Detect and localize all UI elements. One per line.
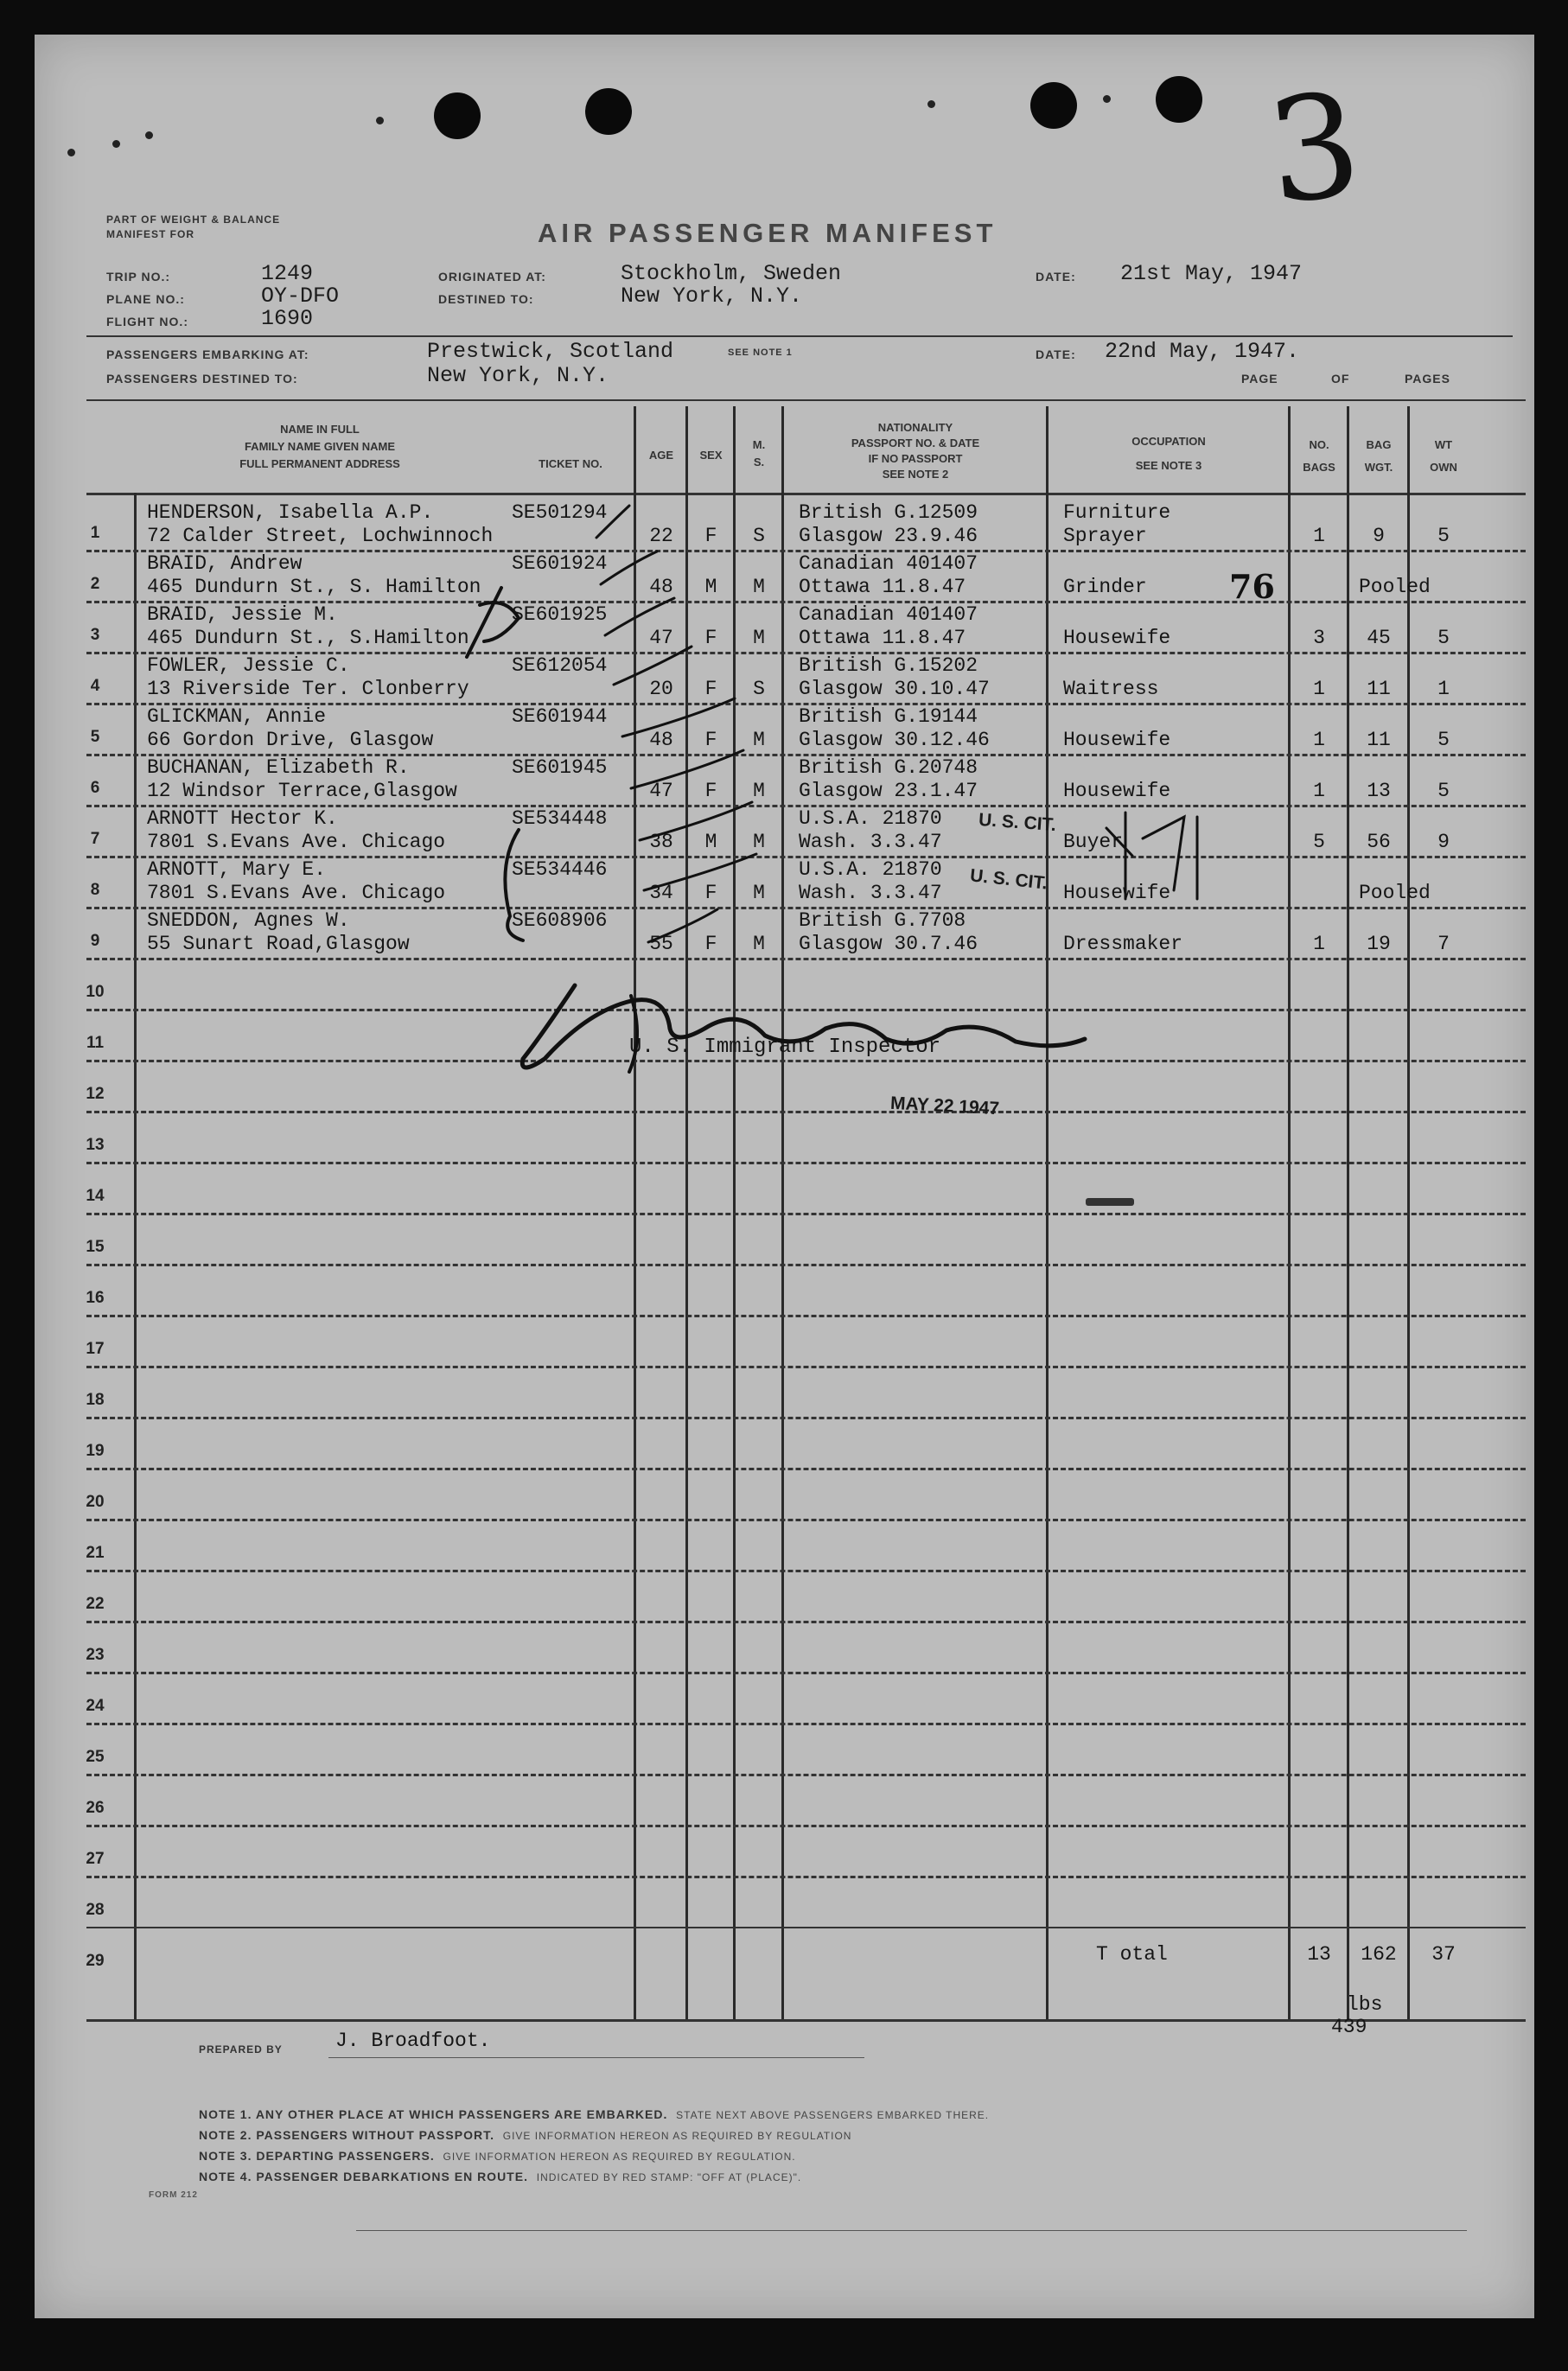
marital-status: M: [753, 576, 765, 598]
sex: F: [704, 882, 717, 904]
bag-weight: Pooled: [1359, 882, 1431, 904]
bag-weight: 56: [1367, 831, 1391, 853]
table-bottom-rule: [86, 2019, 1526, 2022]
passenger-address: 72 Calder Street, Lochwinnoch: [147, 525, 494, 547]
ticket-no: SE601924: [512, 552, 608, 575]
check-mark: [622, 698, 735, 736]
bag-count: 1: [1313, 729, 1325, 751]
total-bags: 13: [1307, 1943, 1331, 1966]
row-number: 1: [90, 524, 100, 542]
ticket-no: SE601945: [512, 756, 608, 779]
col-bagwgt-header-2: WGT.: [1364, 461, 1393, 474]
row-number: 7: [90, 830, 100, 848]
check-mark: [631, 750, 743, 788]
bag-weight: 19: [1367, 933, 1391, 955]
col-nat-header-4: SEE NOTE 2: [882, 468, 949, 481]
flight-no-label: FLIGHT NO.:: [106, 315, 188, 328]
sex: F: [704, 933, 717, 955]
us-citizen-stamp: U. S. CIT.: [969, 865, 1049, 894]
occupation: Housewife: [1063, 882, 1171, 904]
pages-label: PAGES: [1405, 372, 1450, 386]
form-number: FORM 212: [149, 2190, 198, 2200]
row-number: 17: [86, 1340, 105, 1358]
bag-count: 3: [1313, 627, 1325, 649]
date-label: DATE:: [1036, 270, 1076, 284]
passenger-address: 12 Windsor Terrace,Glasgow: [147, 780, 457, 802]
age: 48: [649, 576, 673, 598]
nationality: Canadian 401407: [799, 603, 978, 626]
manifest-for-label: MANIFEST FOR: [106, 228, 194, 240]
passenger-name: FOWLER, Jessie C.: [147, 654, 350, 677]
prepared-by-rule: [328, 2057, 864, 2058]
row-number: 4: [90, 677, 100, 695]
col-nat-header-1: NATIONALITY: [877, 421, 953, 434]
prepared-by-label: PREPARED BY: [199, 2043, 283, 2056]
signature-ink: [629, 996, 637, 1072]
date-value: 21st May, 1947: [1120, 261, 1303, 286]
marital-status: M: [753, 729, 765, 751]
occupation: Housewife: [1063, 780, 1171, 802]
nationality: Canadian 401407: [799, 552, 978, 575]
col-occ-header-2: SEE NOTE 3: [1135, 459, 1202, 472]
col-bagwgt-header-1: BAG: [1366, 438, 1392, 451]
col-name-header-3: FULL PERMANENT ADDRESS: [239, 457, 400, 470]
originated-at-label: ORIGINATED AT:: [438, 270, 546, 284]
bag-weight: Pooled: [1359, 576, 1431, 598]
us-citizen-stamp: U. S. CIT.: [978, 809, 1057, 836]
total-label: T otal: [1096, 1943, 1168, 1966]
row-number: 14: [86, 1187, 105, 1205]
passport: Glasgow 30.12.46: [799, 729, 990, 751]
passenger-name: BUCHANAN, Elizabeth R.: [147, 756, 410, 779]
weight-balance-label: PART OF WEIGHT & BALANCE: [106, 214, 281, 226]
inspector-title: U. S. Immigrant Inspector: [629, 1036, 941, 1059]
row-number: 18: [86, 1391, 105, 1409]
passenger-name: ARNOTT, Mary E.: [147, 858, 327, 881]
destined-to-label: DESTINED TO:: [438, 292, 534, 306]
ticket-no: SE601925: [512, 603, 608, 626]
nationality: British G.20748: [799, 756, 978, 779]
col-nat-header-3: IF NO PASSPORT: [868, 452, 963, 465]
sex: F: [704, 525, 717, 547]
note-1-detail: STATE NEXT ABOVE PASSENGERS EMBARKED THERE.: [676, 2109, 990, 2121]
age: 22: [649, 525, 673, 547]
sex: M: [704, 831, 717, 853]
occupation: Waitress: [1063, 678, 1159, 700]
row-number: 15: [86, 1238, 105, 1256]
passenger-address: 13 Riverside Ter. Clonberry: [147, 678, 469, 700]
row-number: 27: [86, 1850, 105, 1868]
passport: Wash. 3.3.47: [799, 882, 942, 904]
age: 20: [649, 678, 673, 700]
col-ms-header-1: M.: [752, 438, 766, 451]
row-number: 20: [86, 1493, 105, 1511]
ticket-no: SE601944: [512, 705, 608, 728]
manifest-page: [35, 35, 1534, 2318]
row-number: 13: [86, 1136, 105, 1154]
check-mark: [601, 551, 657, 584]
note-2-detail: GIVE INFORMATION HEREON AS REQUIRED BY REGULATION: [502, 2130, 852, 2142]
plane-no-label: PLANE NO.:: [106, 292, 185, 306]
check-mark: [640, 802, 752, 840]
row-number: 11: [86, 1034, 105, 1052]
lbs-value: 439: [1331, 2016, 1367, 2038]
check-mark: [605, 598, 674, 635]
trip-no-value: 1249: [261, 261, 314, 286]
row-number: 9: [90, 932, 100, 950]
col-wt-header-2: OWN: [1430, 461, 1457, 474]
check-mark: [596, 506, 629, 538]
row-number: 8: [90, 881, 100, 899]
note-3-detail: GIVE INFORMATION HEREON AS REQUIRED BY REGULATION.: [443, 2151, 796, 2163]
passport: Glasgow 23.9.46: [799, 525, 978, 547]
passenger-address: 66 Gordon Drive, Glasgow: [147, 729, 434, 751]
lbs-label: lbs: [1347, 1993, 1383, 2016]
occupation: Sprayer: [1063, 525, 1147, 547]
marital-status: M: [753, 882, 765, 904]
age: 47: [649, 627, 673, 649]
passport: Glasgow 23.1.47: [799, 780, 978, 802]
bag-count: 1: [1313, 678, 1325, 700]
marital-status: M: [753, 627, 765, 649]
col-ms-header-2: S.: [753, 456, 765, 468]
embarking-at-value: Prestwick, Scotland: [427, 339, 674, 364]
handwritten-slash: [467, 588, 501, 657]
row-number: 12: [86, 1085, 105, 1103]
col-name-header-1: NAME IN FULL: [280, 423, 360, 436]
occupation: Buyer: [1063, 831, 1124, 853]
row-number: 24: [86, 1697, 105, 1715]
occupation-line1: Furniture: [1063, 501, 1171, 524]
destined-to-value: New York, N.Y.: [621, 284, 803, 309]
col-occ-header-1: OCCUPATION: [1131, 435, 1206, 448]
signature-ink: [522, 985, 1085, 1068]
passport: Wash. 3.3.47: [799, 831, 942, 853]
nationality: U.S.A. 21870: [799, 807, 942, 830]
passenger-name: SNEDDON, Agnes W.: [147, 909, 350, 932]
row-number: 26: [86, 1799, 105, 1817]
passenger-name: BRAID, Jessie M.: [147, 603, 338, 626]
passenger-address: 7801 S.Evans Ave. Chicago: [147, 882, 446, 904]
ticket-no: SE534446: [512, 858, 608, 881]
bag-weight: 45: [1367, 627, 1391, 649]
total-own: 37: [1431, 1943, 1456, 1966]
note-4-detail: INDICATED BY RED STAMP: "OFF AT (PLACE)".: [536, 2171, 802, 2183]
own-weight: 7: [1437, 933, 1450, 955]
col-wt-header-1: WT: [1434, 438, 1453, 451]
bag-weight: 11: [1367, 729, 1391, 751]
sex: F: [704, 678, 717, 700]
own-weight: 5: [1437, 525, 1450, 547]
marital-status: M: [753, 933, 765, 955]
see-note-label: SEE NOTE 1: [728, 347, 793, 358]
embark-date-value: 22nd May, 1947.: [1105, 339, 1300, 364]
embarking-at-label: PASSENGERS EMBARKING AT:: [106, 347, 309, 361]
note-2-text: NOTE 2. PASSENGERS WITHOUT PASSPORT.: [199, 2128, 494, 2142]
passport: Glasgow 30.10.47: [799, 678, 990, 700]
passenger-address: 7801 S.Evans Ave. Chicago: [147, 831, 446, 853]
col-name-header-2: FAMILY NAME GIVEN NAME: [244, 440, 396, 453]
bag-count: 1: [1313, 525, 1325, 547]
bag-weight: 11: [1367, 678, 1391, 700]
check-mark: [644, 854, 756, 890]
ticket-no: SE501294: [512, 501, 608, 524]
page-title: AIR PASSENGER MANIFEST: [538, 218, 998, 248]
nationality: British G.19144: [799, 705, 978, 728]
occupation: Housewife: [1063, 729, 1171, 751]
passport: Ottawa 11.8.47: [799, 627, 966, 649]
passport: Glasgow 30.7.46: [799, 933, 978, 955]
age: 48: [649, 729, 673, 751]
page-number-handwritten: 3: [1260, 61, 1368, 236]
passenger-address: 55 Sunart Road,Glasgow: [147, 933, 410, 955]
row-number: 16: [86, 1289, 105, 1307]
bag-count: 5: [1313, 831, 1325, 853]
passenger-address: 465 Dundurn St., S. Hamilton: [147, 576, 481, 598]
row-number: 25: [86, 1748, 105, 1766]
note-3: [199, 2149, 796, 2163]
passport: Ottawa 11.8.47: [799, 576, 966, 598]
occupation: Housewife: [1063, 627, 1171, 649]
pass-destined-label: PASSENGERS DESTINED TO:: [106, 372, 298, 386]
col-nat-header-2: PASSPORT NO. & DATE: [851, 437, 980, 449]
sex: M: [704, 576, 717, 598]
note-1: [199, 2107, 989, 2121]
passenger-address: 465 Dundurn St., S.Hamilton: [147, 627, 469, 649]
row-number: 29: [86, 1952, 105, 1970]
passenger-name: BRAID, Andrew: [147, 552, 303, 575]
age: 38: [649, 831, 673, 853]
bag-count: 1: [1313, 933, 1325, 955]
note-4: [199, 2170, 801, 2183]
own-weight: 5: [1437, 627, 1450, 649]
ticket-no: SE608906: [512, 909, 608, 932]
ticket-no: SE534448: [512, 807, 608, 830]
passenger-name: HENDERSON, Isabella A.P.: [147, 501, 434, 524]
marital-status: S: [753, 678, 765, 700]
sex: F: [704, 729, 717, 751]
col-bags-header-1: NO.: [1309, 438, 1329, 451]
trip-no-label: TRIP NO.:: [106, 270, 171, 284]
pass-destined-value: New York, N.Y.: [427, 363, 609, 388]
handwritten-note: 76: [1229, 567, 1275, 606]
ticket-no: SE612054: [512, 654, 608, 677]
bag-count: 1: [1313, 780, 1325, 802]
footer-rule: [356, 2230, 1467, 2231]
marital-status: M: [753, 780, 765, 802]
row-number: 22: [86, 1595, 105, 1613]
note-3-text: NOTE 3. DEPARTING PASSENGERS.: [199, 2149, 435, 2163]
ink-smudge: [1086, 1198, 1134, 1206]
occupation: Dressmaker: [1063, 933, 1183, 955]
date-stamp: MAY 22 1947: [889, 1093, 1000, 1119]
plane-no-value: OY-DFO: [261, 284, 340, 309]
check-mark: [648, 909, 717, 942]
page-label: PAGE: [1241, 372, 1278, 386]
of-label: OF: [1331, 372, 1350, 386]
age: 47: [649, 780, 673, 802]
col-ticket-header: TICKET NO.: [539, 457, 602, 470]
total-weight: 162: [1361, 1943, 1397, 1966]
row-number: 6: [90, 779, 100, 797]
note-4-text: NOTE 4. PASSENGER DEBARKATIONS EN ROUTE.: [199, 2170, 528, 2183]
nationality: British G.15202: [799, 654, 978, 677]
row-number: 3: [90, 626, 100, 644]
nationality: U.S.A. 21870: [799, 858, 942, 881]
occupation: Grinder: [1063, 576, 1147, 598]
age: 55: [649, 933, 673, 955]
ticket-bracket: [505, 830, 523, 940]
handwritten-date: [1106, 813, 1197, 899]
own-weight: 5: [1437, 729, 1450, 751]
ink-marks: [35, 35, 1534, 2318]
age: 34: [649, 882, 673, 904]
sex: F: [704, 627, 717, 649]
nationality: British G.7708: [799, 909, 966, 932]
passenger-name: GLICKMAN, Annie: [147, 705, 327, 728]
row-number: 23: [86, 1646, 105, 1664]
originated-at-value: Stockholm, Sweden: [621, 261, 842, 286]
own-weight: 5: [1437, 780, 1450, 802]
own-weight: 9: [1437, 831, 1450, 853]
col-sex-header: SEX: [699, 449, 723, 462]
bag-weight: 9: [1373, 525, 1385, 547]
flight-no-value: 1690: [261, 306, 314, 331]
col-bags-header-2: BAGS: [1303, 461, 1335, 474]
nationality: British G.12509: [799, 501, 978, 524]
check-mark: [614, 647, 692, 685]
sex: F: [704, 780, 717, 802]
row-number: 21: [86, 1544, 105, 1562]
passenger-name: ARNOTT Hector K.: [147, 807, 338, 830]
marital-status: M: [753, 831, 765, 853]
note-2: [199, 2128, 851, 2142]
note-1-text: NOTE 1. ANY OTHER PLACE AT WHICH PASSENGERS ARE EMBARKED.: [199, 2107, 668, 2121]
row-number: 2: [90, 575, 100, 593]
embark-date-label: DATE:: [1036, 347, 1076, 361]
row-number: 28: [86, 1901, 105, 1919]
col-age-header: AGE: [648, 449, 674, 462]
row-number: 19: [86, 1442, 105, 1460]
row-number: 5: [90, 728, 100, 746]
bag-weight: 13: [1367, 780, 1391, 802]
marital-status: S: [753, 525, 765, 547]
prepared-by-value: J. Broadfoot.: [335, 2030, 491, 2052]
row-number: 10: [86, 983, 105, 1001]
own-weight: 1: [1437, 678, 1450, 700]
